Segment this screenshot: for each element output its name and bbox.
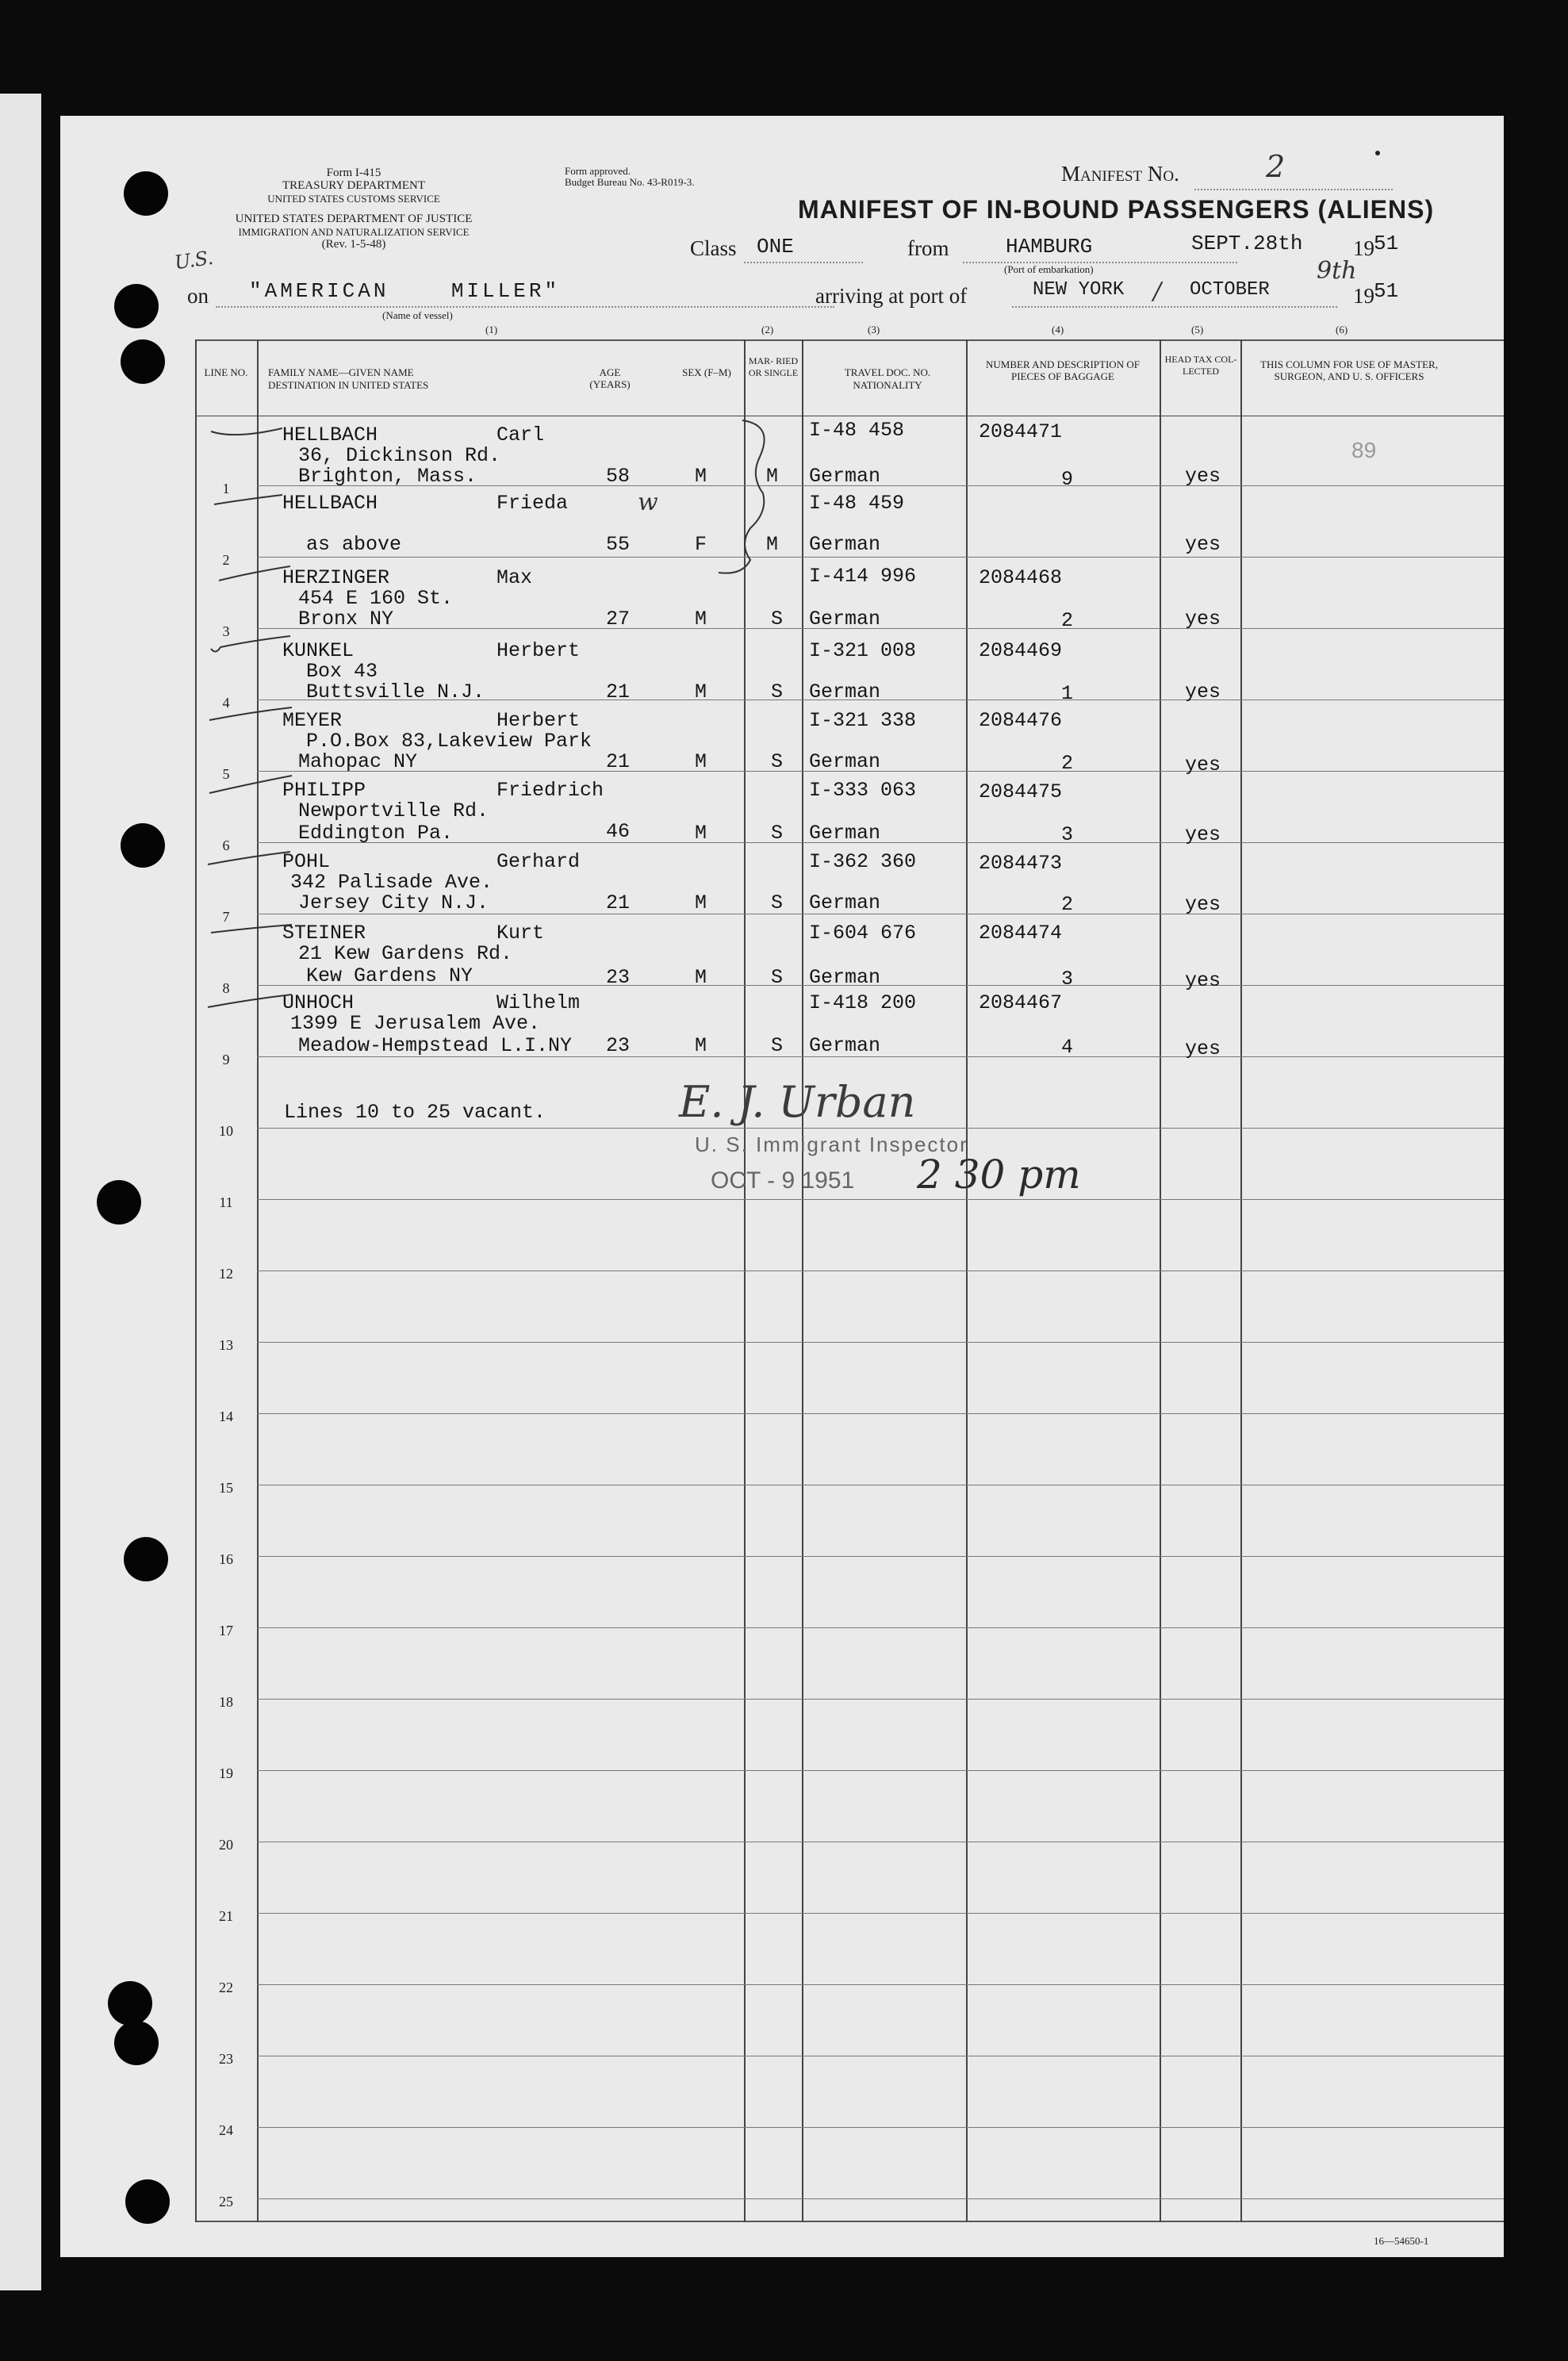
punch-hole (121, 339, 165, 384)
arrival-line (1012, 306, 1337, 308)
address-line: 342 Palisade Ave. (290, 871, 493, 894)
row-separator (257, 1342, 1504, 1343)
family-name: STEINER (282, 922, 366, 945)
line-number: 25 (219, 2194, 233, 2210)
departure-year: 51 (1374, 232, 1399, 255)
header-nationality: NATIONALITY (853, 379, 922, 391)
head-tax: yes (1185, 533, 1221, 556)
punch-hole (114, 284, 159, 328)
line-number: 17 (219, 1623, 233, 1639)
given-name: Herbert (496, 639, 581, 662)
travel-doc-no: I-414 996 (809, 565, 917, 588)
vessel-line (216, 306, 834, 308)
age: 46 (606, 820, 631, 843)
sex: M (695, 822, 707, 845)
arrival-day: 9th (1317, 257, 1357, 285)
arrival-mark: / (1153, 278, 1162, 305)
header-officers: THIS COLUMN FOR USE OF MASTER, SURGEON, AND U. S. OFFICERS (1260, 358, 1438, 382)
row-separator (257, 1627, 1504, 1628)
punch-hole (124, 1537, 168, 1581)
form-approved: Form approved. (565, 165, 631, 177)
marital-status: S (771, 1034, 784, 1057)
age: 55 (606, 533, 631, 556)
address-line: Mahopac NY (298, 750, 418, 773)
row-separator (257, 1199, 1504, 1200)
nationality: German (809, 465, 881, 488)
header-baggage: NUMBER AND DESCRIPTION OF PIECES OF BAGGAGE (986, 358, 1140, 382)
given-name: Herbert (496, 709, 581, 732)
sex: M (695, 750, 707, 773)
address-line: Brighton, Mass. (298, 465, 477, 488)
head-tax: yes (1185, 969, 1221, 992)
check-mark (211, 925, 292, 933)
manifest-no-line (1194, 189, 1393, 190)
from-label: from (907, 236, 949, 260)
manifest-sheet (60, 116, 1504, 2257)
address-line: Box 43 (306, 660, 378, 683)
address-line: 1399 E Jerusalem Ave. (290, 1012, 541, 1035)
sex: M (695, 891, 707, 914)
baggage-no: 2084474 (979, 922, 1063, 945)
address-line: 21 Kew Gardens Rd. (298, 942, 513, 965)
customs-service: UNITED STATES CUSTOMS SERVICE (267, 193, 440, 205)
officer-mark: 89 (1351, 438, 1377, 462)
nationality: German (809, 750, 881, 773)
line-number: 18 (219, 1694, 233, 1710)
family-name: POHL (282, 850, 331, 873)
col-marker: (4) (1052, 324, 1064, 335)
handwritten-marks (203, 417, 806, 1067)
punch-hole (108, 1981, 152, 2026)
line-number: 2 (222, 552, 230, 568)
given-name: Gerhard (496, 850, 581, 873)
col-marker: (6) (1336, 324, 1348, 335)
col-marker: (1) (485, 324, 498, 335)
nationality: German (809, 891, 881, 914)
family-name: PHILIPP (282, 779, 366, 802)
punch-hole (124, 171, 168, 216)
col-marker: (2) (761, 324, 774, 335)
class-line (744, 262, 863, 263)
adjacent-page-strip (0, 94, 41, 2290)
line-number: 23 (219, 2051, 233, 2067)
check-mark (211, 428, 282, 435)
ins-service: IMMIGRATION AND NATURALIZATION SERVICE (238, 226, 470, 238)
baggage-pieces: 2 (1061, 893, 1074, 916)
family-name: HELLBACH (282, 424, 378, 447)
header-head-tax: HEAD TAX COL- LECTED (1164, 354, 1237, 377)
row-separator (257, 2127, 1504, 2128)
baggage-no: 2084468 (979, 566, 1063, 589)
line-number: 5 (222, 766, 230, 782)
address-line: P.O.Box 83,Lakeview Park (306, 730, 592, 753)
header-sex: SEX (F–M) (682, 366, 731, 378)
wife-mark: w (638, 489, 658, 516)
head-tax: yes (1185, 465, 1221, 488)
date-stamp: OCT - 9 1951 (711, 1167, 855, 1194)
baggage-pieces: 1 (1061, 682, 1074, 705)
header-age: AGE (YEARS) (589, 366, 631, 390)
manifest-no-label: Manifest No. (1061, 162, 1179, 186)
sex: M (695, 1034, 707, 1057)
line-number: 8 (222, 980, 230, 996)
header-name: FAMILY NAME—GIVEN NAME (268, 366, 414, 378)
age: 21 (606, 680, 631, 703)
baggage-no: 2084473 (979, 852, 1063, 875)
speck (1375, 151, 1380, 155)
travel-doc-no: I-333 063 (809, 779, 917, 802)
year-prefix: 19 (1353, 236, 1374, 260)
departure-date: SEPT.28th (1191, 232, 1303, 255)
marital-status: M (766, 533, 779, 556)
arrival-year: 51 (1374, 279, 1399, 303)
travel-doc-no: I-418 200 (809, 991, 917, 1014)
family-name: HELLBACH (282, 492, 378, 515)
baggage-no: 2084469 (979, 639, 1063, 662)
header-destination: DESTINATION IN UNITED STATES (268, 379, 429, 391)
check-mark (219, 566, 290, 581)
line-number: 4 (222, 695, 230, 711)
travel-doc-no: I-48 459 (809, 492, 905, 515)
address-line: Buttsville N.J. (306, 680, 485, 703)
travel-doc-no: I-321 008 (809, 639, 917, 662)
header-travel-doc: TRAVEL DOC. NO. (844, 366, 931, 378)
arrival-port: NEW YORK (1033, 279, 1125, 301)
time-note: 2 30 pm (917, 1152, 1081, 1198)
arrival-date: OCTOBER (1190, 279, 1270, 301)
revision: (Rev. 1-5-48) (321, 238, 386, 251)
line-number: 21 (219, 1908, 233, 1924)
class-label: Class (690, 236, 737, 260)
arrival-year-prefix: 19 (1353, 284, 1374, 308)
punch-hole (97, 1180, 141, 1225)
line-number: 6 (222, 837, 230, 853)
col-divider (1160, 339, 1161, 2222)
justice-dept: UNITED STATES DEPARTMENT OF JUSTICE (235, 213, 473, 225)
row-separator (257, 1413, 1504, 1414)
head-tax: yes (1185, 893, 1221, 916)
travel-doc-no: I-362 360 (809, 850, 917, 873)
family-name: KUNKEL (282, 639, 355, 662)
punch-hole (114, 2021, 159, 2065)
address-line: Bronx NY (298, 607, 394, 630)
sex: F (695, 533, 707, 556)
col-divider (195, 339, 197, 2222)
vacant-lines-note: Lines 10 to 25 vacant. (284, 1101, 546, 1124)
class-value: ONE (757, 235, 794, 259)
check-mark (209, 707, 292, 720)
on-label: on (187, 284, 209, 308)
col-divider (966, 339, 968, 2222)
budget-bureau: Budget Bureau No. 43-R019-3. (565, 176, 695, 188)
manifest-no-value: 2 (1266, 149, 1286, 184)
arriving-label: arriving at port of (815, 284, 968, 308)
baggage-pieces: 2 (1061, 609, 1074, 632)
col-marker: (5) (1191, 324, 1204, 335)
address-line: Jersey City N.J. (298, 891, 489, 914)
marital-status: S (771, 607, 784, 630)
sex: M (695, 966, 707, 989)
given-name: Kurt (496, 922, 545, 945)
table-top-border (195, 339, 1504, 341)
row-separator (257, 1556, 1504, 1557)
marital-status: S (771, 822, 784, 845)
header-line-no: LINE NO. (204, 366, 248, 378)
age: 21 (606, 891, 631, 914)
family-name: UNHOCH (282, 991, 355, 1014)
address-line: 36, Dickinson Rd. (298, 444, 501, 467)
nationality: German (809, 533, 881, 556)
line-number: 19 (219, 1765, 233, 1781)
age: 23 (606, 1034, 631, 1057)
baggage-pieces: 2 (1061, 752, 1074, 775)
age: 23 (606, 966, 631, 989)
row-separator (257, 1699, 1504, 1700)
margin-note: U.S. (173, 246, 215, 274)
footer-code: 16—54650-1 (1374, 2235, 1429, 2247)
address-line: Meadow-Hempstead L.I.NY (298, 1034, 573, 1057)
travel-doc-no: I-321 338 (809, 709, 917, 732)
check-mark (208, 995, 292, 1007)
header-married: MAR- RIED OR SINGLE (748, 355, 799, 378)
check-mark (208, 852, 290, 864)
given-name: Carl (496, 424, 545, 447)
nationality: German (809, 966, 881, 989)
line-number: 3 (222, 623, 230, 639)
row-separator (257, 1913, 1504, 1914)
vessel-name: "AMERICAN MILLER" (249, 279, 561, 303)
given-name: Wilhelm (496, 991, 581, 1014)
age: 58 (606, 465, 631, 488)
col-divider (1240, 339, 1242, 2222)
head-tax: yes (1185, 1037, 1221, 1060)
baggage-no: 2084475 (979, 780, 1063, 803)
punch-hole (125, 2179, 170, 2224)
table-bottom-border (195, 2221, 1504, 2222)
head-tax: yes (1185, 753, 1221, 776)
address-line: Newportville Rd. (298, 799, 489, 822)
marital-status: S (771, 966, 784, 989)
col-marker: (3) (868, 324, 880, 335)
vessel-caption: (Name of vessel) (382, 309, 453, 321)
line-number: 16 (219, 1551, 233, 1567)
line-number: 12 (219, 1266, 233, 1282)
marital-status: S (771, 680, 784, 703)
family-name: HERZINGER (282, 566, 390, 589)
inspector-signature: E. J. Urban (679, 1077, 916, 1127)
line-number: 22 (219, 1980, 233, 1995)
given-name: Frieda (496, 492, 569, 515)
row-separator (257, 1984, 1504, 1985)
address-line: as above (306, 533, 402, 556)
marital-status: S (771, 891, 784, 914)
marital-status: M (766, 465, 779, 488)
age: 27 (606, 607, 631, 630)
address-line: 454 E 160 St. (298, 587, 454, 610)
family-bracket (719, 420, 765, 573)
baggage-pieces: 9 (1061, 468, 1074, 491)
inspector-title: U. S. Immigrant Inspector (695, 1133, 968, 1156)
sex: M (695, 465, 707, 488)
embark-caption: (Port of embarkation) (1004, 263, 1094, 275)
head-tax: yes (1185, 823, 1221, 846)
baggage-no: 2084476 (979, 709, 1063, 732)
check-mark (214, 495, 282, 504)
baggage-pieces: 3 (1061, 823, 1074, 846)
line-number: 9 (222, 1052, 230, 1067)
travel-doc-no: I-48 458 (809, 419, 905, 442)
row-separator (257, 1770, 1504, 1771)
nationality: German (809, 822, 881, 845)
line-number: 10 (219, 1123, 233, 1139)
treasury-dept: TREASURY DEPARTMENT (282, 179, 426, 192)
check-mark (211, 636, 290, 652)
nationality: German (809, 1034, 881, 1057)
line-number: 24 (219, 2122, 233, 2138)
line-number: 11 (219, 1194, 233, 1210)
travel-doc-no: I-604 676 (809, 922, 917, 945)
row-separator (257, 2198, 1504, 2199)
family-name: MEYER (282, 709, 343, 732)
line-number: 1 (222, 481, 230, 496)
line-number: 13 (219, 1337, 233, 1353)
check-mark (209, 776, 292, 793)
baggage-pieces: 4 (1061, 1036, 1074, 1059)
sex: M (695, 607, 707, 630)
sex: M (695, 680, 707, 703)
nationality: German (809, 680, 881, 703)
head-tax: yes (1185, 607, 1221, 630)
row-separator (257, 1128, 1504, 1129)
port-of-embarkation: HAMBURG (1006, 235, 1093, 259)
baggage-no: 2084467 (979, 991, 1063, 1014)
baggage-pieces: 3 (1061, 968, 1074, 991)
given-name: Friedrich (496, 779, 604, 802)
address-line: Eddington Pa. (298, 822, 454, 845)
page-title: MANIFEST OF IN-BOUND PASSENGERS (ALIENS) (798, 195, 1435, 224)
nationality: German (809, 607, 881, 630)
baggage-no: 2084471 (979, 420, 1063, 443)
form-number: Form I-415 (326, 167, 381, 179)
line-number: 20 (219, 1837, 233, 1853)
address-line: Kew Gardens NY (306, 964, 473, 987)
age: 21 (606, 750, 631, 773)
punch-hole (121, 823, 165, 868)
head-tax: yes (1185, 680, 1221, 703)
line-number: 15 (219, 1480, 233, 1496)
marital-status: S (771, 750, 784, 773)
line-number: 14 (219, 1409, 233, 1424)
given-name: Max (496, 566, 533, 589)
line-number: 7 (222, 909, 230, 925)
